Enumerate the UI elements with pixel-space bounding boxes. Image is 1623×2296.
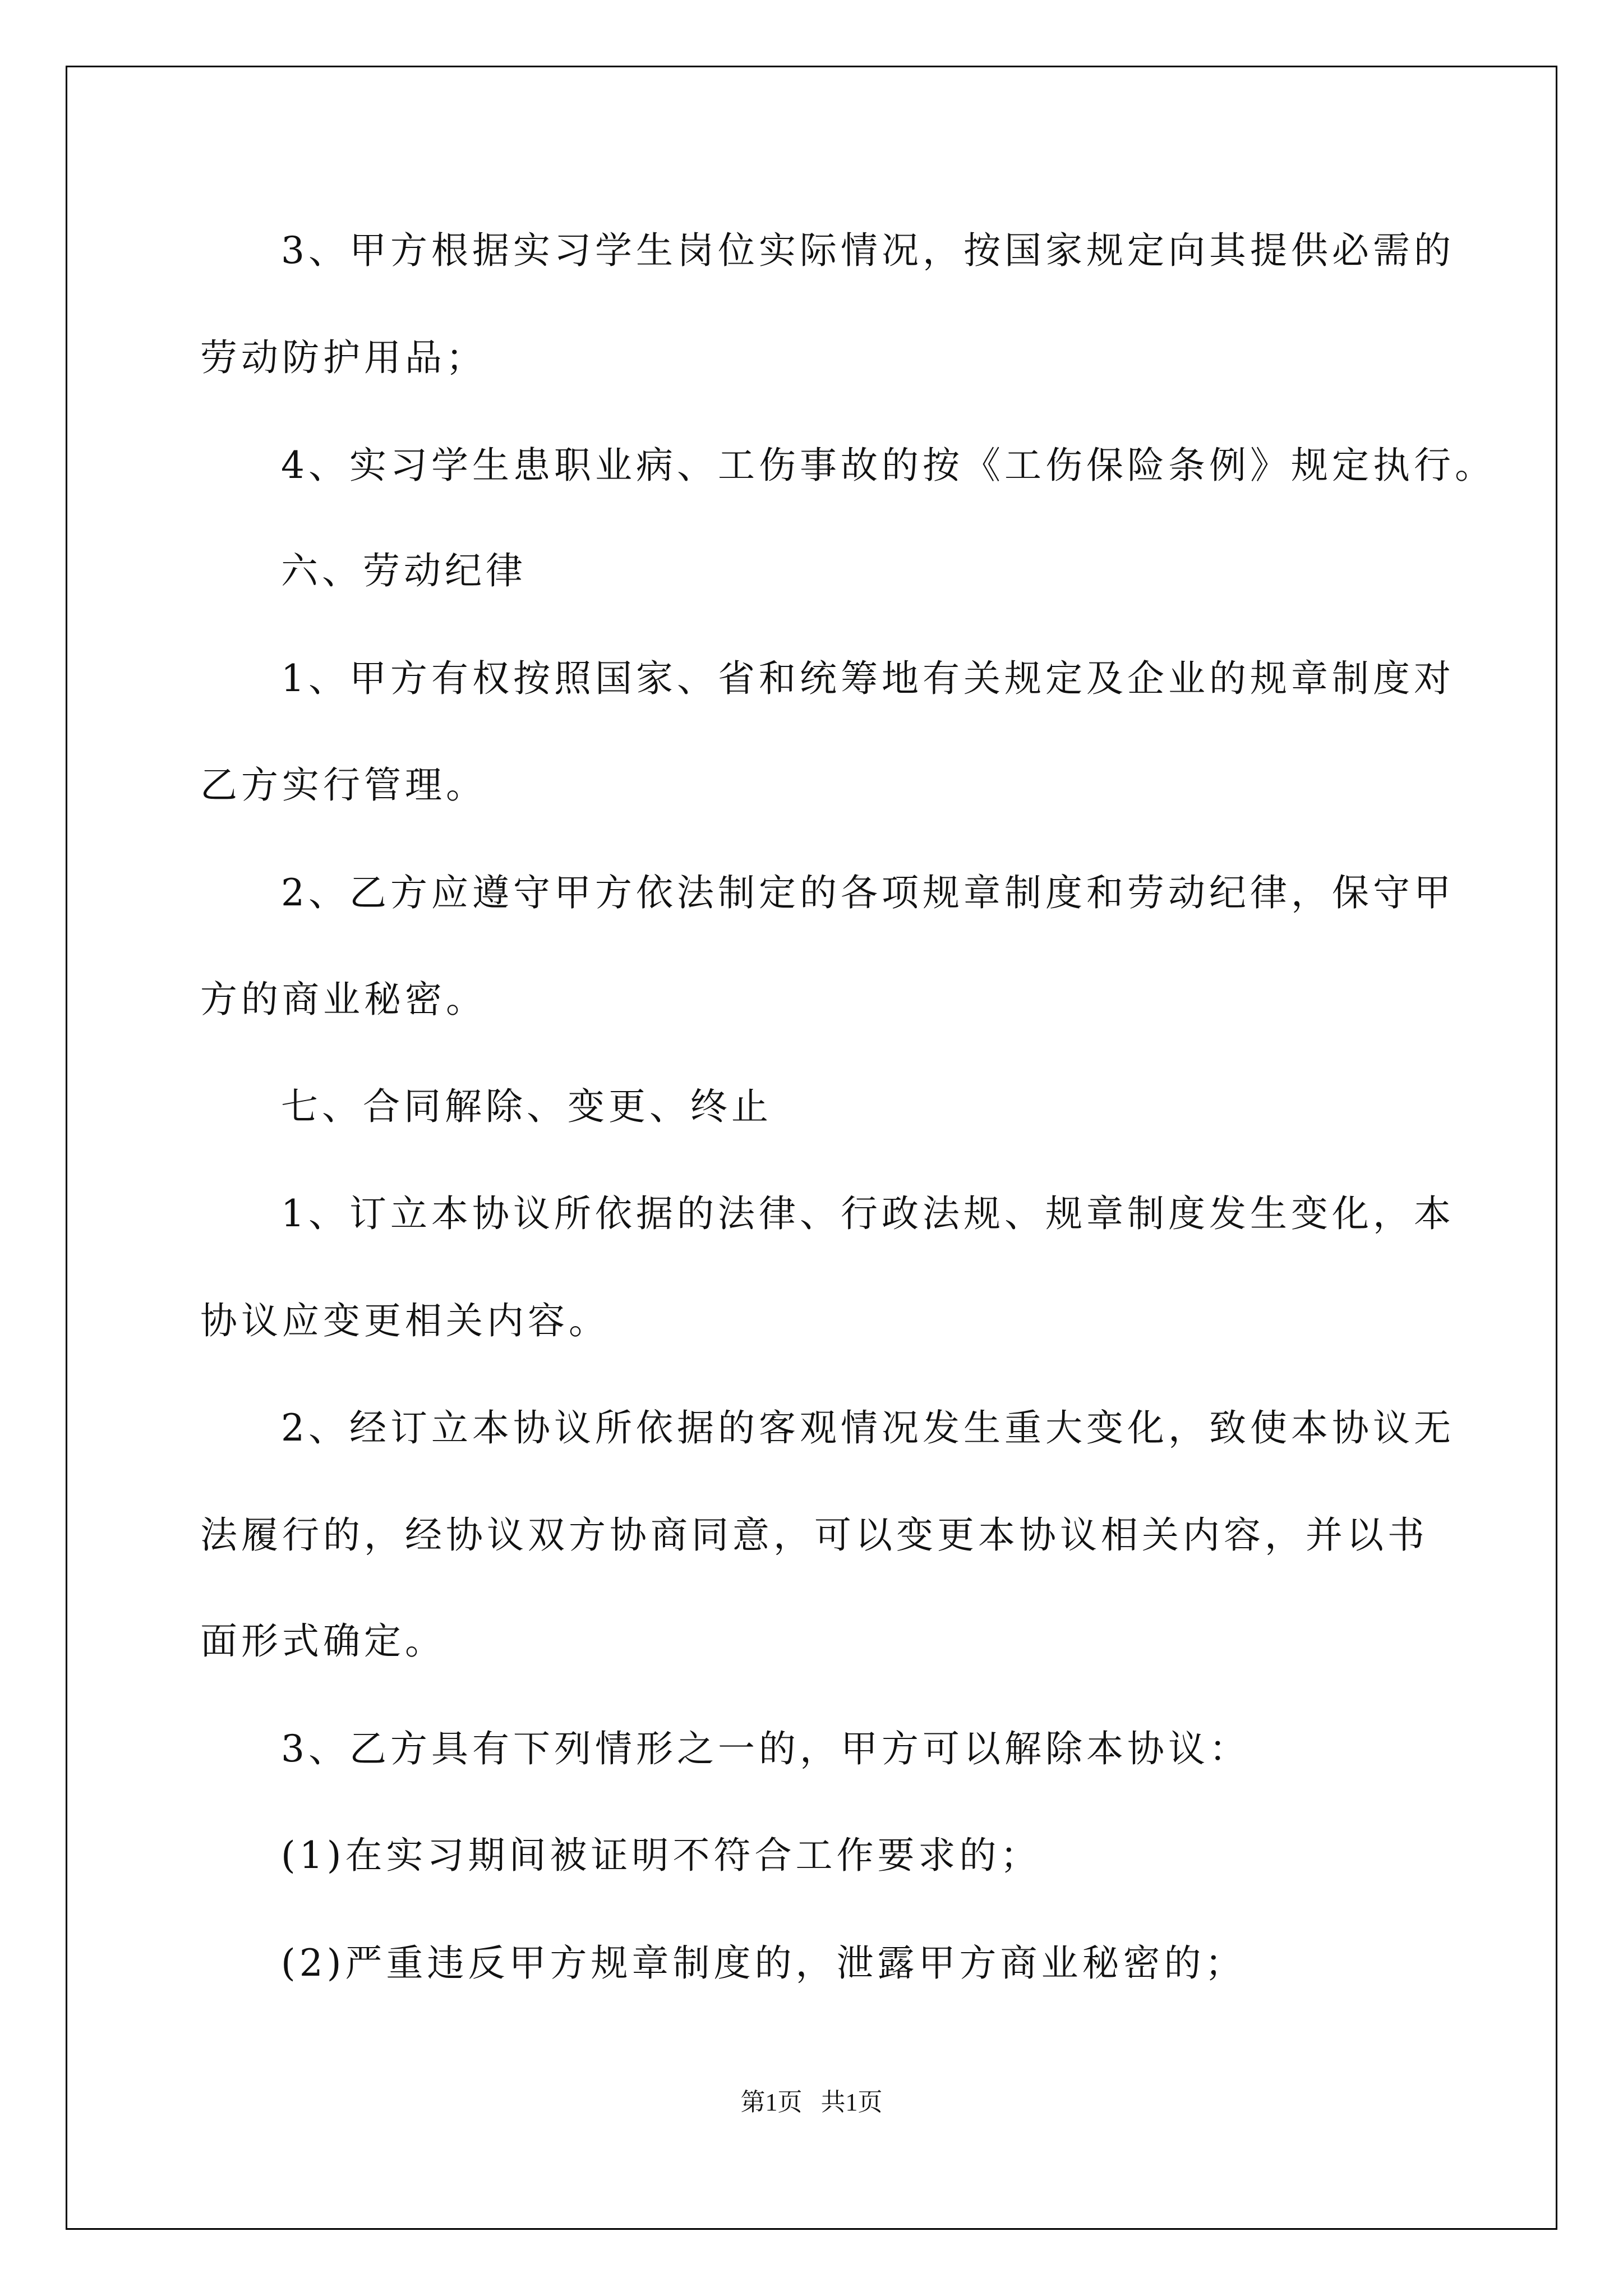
termination-item-2-line-3: 面形式确定。 <box>200 1619 446 1663</box>
section-heading-contract-termination: 七、合同解除、变更、终止 <box>281 1085 772 1128</box>
termination-item-2-line-1: 2、经订立本协议所依据的客观情况发生重大变化，致使本协议无 <box>281 1406 1455 1450</box>
paragraph-3-line-2: 劳动防护用品； <box>200 336 487 379</box>
discipline-item-2-line-1: 2、乙方应遵守甲方依法制定的各项规章制度和劳动纪律，保守甲 <box>281 871 1455 914</box>
paragraph-3-line-1: 3、甲方根据实习学生岗位实际情况，按国家规定向其提供必需的 <box>281 229 1455 272</box>
discipline-item-2-line-2: 方的商业秘密。 <box>200 978 487 1021</box>
page-number-footer: 第1页 共1页 <box>740 2088 883 2116</box>
discipline-item-1-line-1: 1、甲方有权按照国家、省和统筹地有关规定及企业的规章制度对 <box>281 657 1455 700</box>
section-heading-labor-discipline: 六、劳动纪律 <box>281 549 527 592</box>
paragraph-4: 4、实习学生患职业病、工伤事故的按《工伤保险条例》规定执行。 <box>281 444 1496 487</box>
termination-item-1-line-2: 协议应变更相关内容。 <box>200 1299 610 1342</box>
termination-subitem-2: (2)严重违反甲方规章制度的，泄露甲方商业秘密的； <box>281 1941 1246 1985</box>
termination-subitem-1: (1)在实习期间被证明不符合工作要求的； <box>281 1834 1041 1877</box>
discipline-item-1-line-2: 乙方实行管理。 <box>200 763 487 807</box>
termination-item-1-line-1: 1、订立本协议所依据的法律、行政法规、规章制度发生变化，本 <box>281 1192 1455 1235</box>
page-border <box>66 66 1557 2230</box>
termination-item-2-line-2: 法履行的，经协议双方协商同意，可以变更本协议相关内容，并以书 <box>200 1513 1428 1557</box>
termination-item-3: 3、乙方具有下列情形之一的，甲方可以解除本协议： <box>281 1727 1250 1770</box>
